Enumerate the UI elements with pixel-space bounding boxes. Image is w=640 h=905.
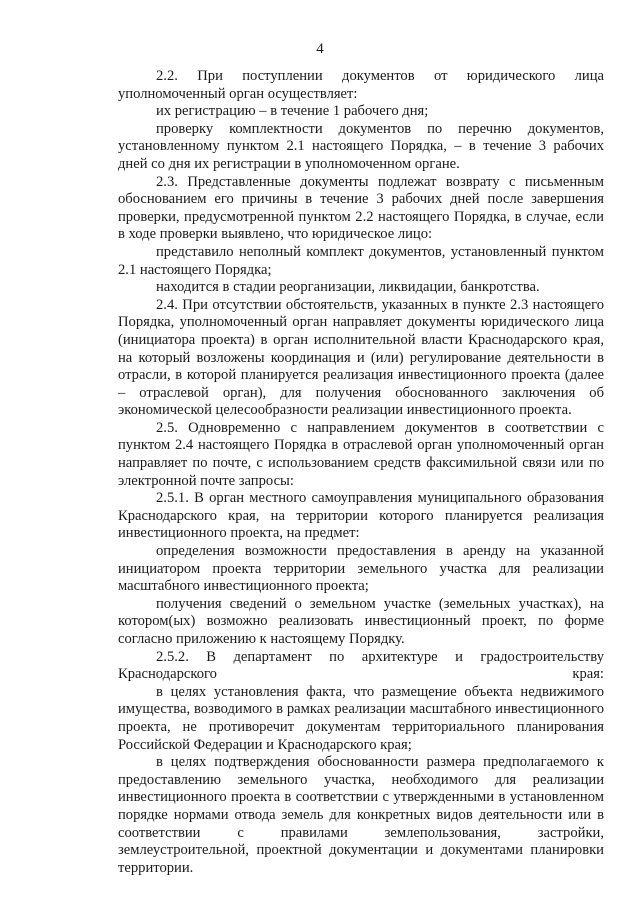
paragraph-reorganization: находится в стадии реорганизации, ликвидации, банкротства. — [156, 279, 540, 296]
paragraph-land-info: получения сведений о земельном участке (земельных участках), на котором(ых) возможно реализовать инвестиционный проект, по форме согласно приложению к настоящему Порядку. — [118, 595, 604, 647]
paragraph-land-size-justification: в целях подтверждения обоснованности размера предполагаемого к предоставлению земельного участка, необходимого для реализации инвестиционного проекта в соответствии с утвержденными в установленном порядке нормами отвода земель для конкретных видов деятельности или в соответствии с правилами землепользования, застройки, землеустроительной, проектной документации и документами планировки территории. — [118, 754, 604, 876]
paragraph-2-5: 2.5. Одновременно с направлением документов в соответствии с пунктом 2.4 настоящего Порядка в отраслевой орган уполномоченный орган направляет по почте, с использованием средств факсимильной связи или по электронной почте запросы: — [118, 419, 604, 489]
paragraph-completeness-check: проверку комплектности документов по перечню документов, установленному пунктом 2.1 настоящего Порядка, – в течение 3 рабочих дней со дня их регистрации в уполномоченном органе. — [118, 120, 604, 172]
paragraph-registration: их регистрацию – в течение 1 рабочего дня; — [156, 103, 429, 120]
page-number: 4 — [316, 41, 324, 57]
paragraph-2-4: 2.4. При отсутствии обстоятельств, указанных в пункте 2.3 настоящего Порядка, уполномоченный орган направляет документы юридического лица (инициатора проекта) в орган исполнительной власти Краснодарского края, на который возложены координация и (или) регулирование деятельности в отрасли, в которой планируется реализация инвестиционного проекта (далее – отраслевой орган), для получения обоснованного заключения об экономической целесообразности реализации инвестиционного проекта. — [118, 296, 604, 419]
paragraph-2-3: 2.3. Представленные документы подлежат возврату с письменным обоснованием его причины в течение 3 рабочих дней после завершения проверки, предусмотренной пунктом 2.2 настоящего Порядка, в случае, если в ходе проверки выявлено, что юридическое лицо: — [118, 173, 604, 243]
document-body — [118, 68, 604, 877]
paragraph-territorial-planning: в целях установления факта, что размещение объекта недвижимого имущества, возводимого в рамках реализации масштабного инвестиционного проекта, не противоречит документам территориального планирования Российской Федерации и Краснодарского края; — [118, 683, 604, 753]
paragraph-lease-possibility: определения возможности предоставления в аренду на указанной инициатором проекта территории земельного участка для реализации масштабного инвестиционного проекта; — [118, 543, 604, 595]
paragraph-incomplete-set: представило неполный комплект документов, установленный пунктом 2.1 настоящего Порядка; — [118, 243, 604, 278]
paragraph-2-5-2: 2.5.2. В департамент по архитектуре и градостроительству Краснодарского края: — [118, 648, 604, 683]
paragraph-2-5-1: 2.5.1. В орган местного самоуправления муниципального образования Краснодарского края, на территории которого планируется реализация инвестиционного проекта, на предмет: — [118, 490, 604, 542]
paragraph-2-2: 2.2. При поступлении документов от юридического лица уполномоченный орган осуществляет: — [118, 68, 604, 102]
